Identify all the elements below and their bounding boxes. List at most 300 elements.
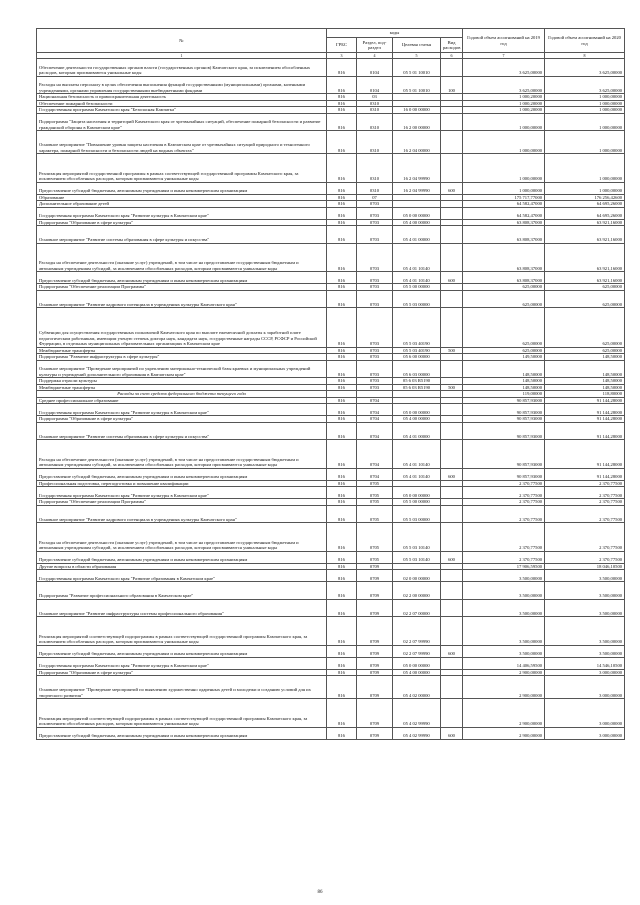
- cell-exptype: [441, 308, 463, 348]
- cell-y2019: 148,50000: [463, 384, 545, 391]
- cell-target: 05 4 00 00000: [393, 416, 441, 423]
- cell-grbs: 816: [327, 570, 357, 582]
- cell-target: 05 0 00 00000: [393, 404, 441, 416]
- cell-exptype: [441, 523, 463, 552]
- cell-y2019: 1 000,00000: [463, 113, 545, 131]
- table-row: [37, 360, 625, 378]
- cell-target: 05 4 01 10140: [393, 243, 441, 272]
- cell-y2019: 64 582,47000: [463, 201, 545, 208]
- cell-y2019: 119,00000: [463, 391, 545, 398]
- cell-target: 02 2 07 00000: [393, 599, 441, 617]
- cell-y2019: 2 900,00000: [463, 727, 545, 739]
- cell-y2019: 90 857,93000: [463, 422, 545, 440]
- cell-target: 05 0 00 00000: [393, 207, 441, 219]
- table-row: [37, 131, 625, 154]
- cell-name: Реализация мероприятий государственной программы в рамках соответствующей государственной программы Камчатского края, за исключением обособленных расходов, которым присваиваются уникальные коды: [37, 154, 327, 183]
- table-row: [37, 699, 625, 728]
- cell-grbs: 816: [327, 131, 357, 154]
- table-row: [37, 308, 625, 348]
- cell-name: Дополнительное образование детей: [37, 201, 327, 208]
- cell-grbs: 816: [327, 194, 357, 201]
- cell-name: Государственная программа Камчатского края "Развитие культуры в Камчатском крае": [37, 404, 327, 416]
- cell-name: Образование: [37, 194, 327, 201]
- cell-y2020: 1 000,00000: [545, 107, 625, 114]
- cell-target: 05 4 00 00000: [393, 219, 441, 226]
- cell-target: 05 5 03 40190: [393, 347, 441, 354]
- cell-grbs: 816: [327, 226, 357, 244]
- cell-grbs: 816: [327, 243, 357, 272]
- cell-section: 0709: [357, 563, 393, 570]
- cell-y2019: 3 500,00000: [463, 617, 545, 646]
- cell-section: 0310: [357, 113, 393, 131]
- cell-name: Основное мероприятие "Развитие системы образования в сфере культуры и искусства": [37, 226, 327, 244]
- cell-name: Среднее профессиональное образование: [37, 397, 327, 404]
- cell-y2019: 1 000,20000: [463, 100, 545, 107]
- cell-exptype: [441, 360, 463, 378]
- cell-grbs: 816: [327, 727, 357, 739]
- cell-grbs: 816: [327, 272, 357, 284]
- table-row: [37, 290, 625, 308]
- cell-grbs: 816: [327, 676, 357, 699]
- table-row: [37, 582, 625, 600]
- cell-name: Расходы на обеспечение деятельности (оказание услуг) учреждений, в том числе на предоставление государственным бюджетным и автономным учреждениям субсидий, за исключением обособленных расходов, которым присваиваются уникальные коды: [37, 243, 327, 272]
- cell-exptype: [441, 657, 463, 669]
- cell-y2020: 148,50000: [545, 384, 625, 391]
- cell-grbs: 816: [327, 563, 357, 570]
- cell-grbs: 816: [327, 182, 357, 194]
- cell-section: 0703: [357, 284, 393, 291]
- cell-section: 0310: [357, 131, 393, 154]
- cell-section: 0705: [357, 551, 393, 563]
- cell-y2019: 63 808,37000: [463, 243, 545, 272]
- table-row: [37, 440, 625, 469]
- cell-y2020: 1 000,00000: [545, 131, 625, 154]
- cell-target: 05 5 03 10140: [393, 551, 441, 563]
- cell-exptype: [441, 440, 463, 469]
- cell-target: 05 4 02 99990: [393, 727, 441, 739]
- cell-section: 0703: [357, 347, 393, 354]
- cell-grbs: 816: [327, 582, 357, 600]
- cell-y2019: 2 370,77500: [463, 480, 545, 487]
- cell-section: 0704: [357, 416, 393, 423]
- cell-y2020: 63 921,16000: [545, 226, 625, 244]
- cell-y2019: 2 370,77500: [463, 505, 545, 523]
- cell-grbs: 816: [327, 347, 357, 354]
- table-row: [37, 570, 625, 582]
- column-index: 4: [357, 53, 393, 59]
- table-row: [37, 422, 625, 440]
- header-exptype: Вид расходов: [441, 38, 463, 53]
- cell-y2020: 176 256,42600: [545, 194, 625, 201]
- cell-name: Предоставление субсидий бюджетным, автономным учреждениям и иным некоммерческим организациям: [37, 272, 327, 284]
- cell-target: 05 6 03 00000: [393, 360, 441, 378]
- cell-y2019: 148,50000: [463, 360, 545, 378]
- cell-section: 0705: [357, 499, 393, 506]
- cell-y2019: 3 500,00000: [463, 645, 545, 657]
- cell-y2019: 17 906,59500: [463, 563, 545, 570]
- column-index: 3: [327, 53, 357, 59]
- cell-y2020: 91 144,28000: [545, 422, 625, 440]
- cell-grbs: 816: [327, 384, 357, 391]
- cell-y2020: 2 370,77500: [545, 480, 625, 487]
- cell-target: 02 2 07 99990: [393, 645, 441, 657]
- cell-exptype: [441, 699, 463, 728]
- cell-section: 0709: [357, 582, 393, 600]
- cell-y2019: 63 808,37000: [463, 226, 545, 244]
- column-index: 5: [393, 53, 441, 59]
- cell-name: Расходы за счет средств федерального бюджета текущего года: [37, 391, 327, 398]
- cell-y2019: 63 808,37000: [463, 272, 545, 284]
- cell-exptype: [441, 582, 463, 600]
- cell-grbs: 816: [327, 645, 357, 657]
- cell-y2020: 63 921,16000: [545, 243, 625, 272]
- cell-name: Расходы на обеспечение деятельности (оказание услуг) учреждений, в том числе на предоставление государственным бюджетным и автономным учреждениям субсидий, за исключением обособленных расходов, которым присваиваются уникальные коды: [37, 523, 327, 552]
- table-row: [37, 404, 625, 416]
- cell-section: 0705: [357, 523, 393, 552]
- cell-grbs: 816: [327, 100, 357, 107]
- cell-section: 0709: [357, 599, 393, 617]
- cell-section: 0703: [357, 219, 393, 226]
- cell-y2020: 63 921,16000: [545, 219, 625, 226]
- cell-y2020: 3 625,00000: [545, 76, 625, 94]
- cell-section: 0709: [357, 657, 393, 669]
- cell-y2020: 3 000,00000: [545, 699, 625, 728]
- table-row: [37, 59, 625, 77]
- cell-target: 02 2 00 00000: [393, 582, 441, 600]
- cell-y2020: 91 144,28000: [545, 404, 625, 416]
- table-row: [37, 676, 625, 699]
- cell-y2020: 625,00000: [545, 290, 625, 308]
- cell-name: Государственная программа Камчатского края "Развитие культуры в Камчатском крае": [37, 657, 327, 669]
- cell-y2020: 1 000,00000: [545, 182, 625, 194]
- cell-grbs: 816: [327, 669, 357, 676]
- cell-y2020: 91 144,28000: [545, 397, 625, 404]
- cell-exptype: 600: [441, 182, 463, 194]
- cell-y2020: 625,00000: [545, 308, 625, 348]
- column-index: 8: [545, 53, 625, 59]
- cell-y2020: 64 695,26000: [545, 207, 625, 219]
- cell-exptype: [441, 131, 463, 154]
- cell-section: 0705: [357, 505, 393, 523]
- cell-target: 05 4 00 00000: [393, 669, 441, 676]
- cell-section: 0310: [357, 154, 393, 183]
- cell-y2019: 64 582,47000: [463, 207, 545, 219]
- cell-name: Подпрограмма "Образование в сфере культуры": [37, 219, 327, 226]
- cell-target: 16 2 00 00000: [393, 113, 441, 131]
- cell-y2019: 2 370,77500: [463, 551, 545, 563]
- cell-name: Межбюджетные трансферты: [37, 347, 327, 354]
- cell-section: 0310: [357, 107, 393, 114]
- cell-grbs: 816: [327, 201, 357, 208]
- cell-section: 0703: [357, 354, 393, 361]
- cell-name: Основное мероприятие "Развитие кадрового потенциала в учреждениях культуры Камчатского края": [37, 505, 327, 523]
- cell-exptype: [441, 599, 463, 617]
- cell-y2019: 3 500,00000: [463, 582, 545, 600]
- cell-y2020: 3 500,00000: [545, 582, 625, 600]
- cell-y2019: 63 808,37000: [463, 219, 545, 226]
- cell-name: Обеспечение пожарной безопасности: [37, 100, 327, 107]
- cell-grbs: 816: [327, 468, 357, 480]
- cell-name: Расходы на выплаты персоналу в целях обеспечения выполнения функций государственными (муниципальными) органами, казенными учреждениями, органами управления государственными внебюджетными фондами: [37, 76, 327, 94]
- column-index: 6: [441, 53, 463, 59]
- cell-y2019: 625,00000: [463, 347, 545, 354]
- cell-section: 0709: [357, 570, 393, 582]
- cell-y2020: 3 000,00000: [545, 676, 625, 699]
- cell-target: 05 5 03 40190: [393, 308, 441, 348]
- cell-y2020: 63 921,16000: [545, 272, 625, 284]
- cell-exptype: [441, 617, 463, 646]
- cell-exptype: 600: [441, 468, 463, 480]
- cell-target: 05 6 03 R5190: [393, 384, 441, 391]
- cell-exptype: [441, 154, 463, 183]
- cell-target: 16 2 04 99990: [393, 154, 441, 183]
- cell-exptype: [441, 59, 463, 77]
- cell-section: 0104: [357, 59, 393, 77]
- cell-target: 05 4 01 10140: [393, 468, 441, 480]
- cell-grbs: 816: [327, 360, 357, 378]
- cell-exptype: 600: [441, 551, 463, 563]
- header-codes: коды: [327, 29, 463, 38]
- cell-target: 02 0 00 00000: [393, 570, 441, 582]
- cell-exptype: [441, 290, 463, 308]
- cell-name: Подпрограмма "Развитие профессионального образования в Камчатском крае": [37, 582, 327, 600]
- cell-section: 0704: [357, 440, 393, 469]
- cell-target: 05 0 00 00000: [393, 657, 441, 669]
- cell-section: 0709: [357, 727, 393, 739]
- cell-y2020: 118,80000: [545, 391, 625, 398]
- cell-section: 0709: [357, 645, 393, 657]
- cell-y2019: 90 857,93000: [463, 416, 545, 423]
- cell-grbs: 816: [327, 699, 357, 728]
- table-row: [37, 207, 625, 219]
- cell-section: 0703: [357, 243, 393, 272]
- cell-grbs: 816: [327, 290, 357, 308]
- table-row: [37, 617, 625, 646]
- cell-section: 03: [357, 94, 393, 101]
- cell-y2020: 148,50000: [545, 354, 625, 361]
- column-index: 7: [463, 53, 545, 59]
- budget-table: [36, 28, 625, 740]
- cell-section: 0703: [357, 201, 393, 208]
- cell-exptype: [441, 570, 463, 582]
- cell-grbs: 816: [327, 440, 357, 469]
- cell-name: Предоставление субсидий бюджетным, автономным учреждениям и иным некоммерческим организациям: [37, 645, 327, 657]
- cell-target: 05 6 00 00000: [393, 354, 441, 361]
- cell-y2019: 90 857,93000: [463, 397, 545, 404]
- cell-target: 05 5 01 10010: [393, 59, 441, 77]
- cell-section: 0709: [357, 617, 393, 646]
- cell-grbs: 816: [327, 354, 357, 361]
- cell-section: 0104: [357, 76, 393, 94]
- cell-y2020: 1 000,00000: [545, 94, 625, 101]
- table-row: [37, 727, 625, 739]
- cell-name: Подпрограмма "Обеспечение реализации Программы": [37, 499, 327, 506]
- cell-target: 05 5 01 10010: [393, 76, 441, 94]
- cell-name: Основное мероприятие "Повышение уровня защиты населения в Камчатском крае от чрезвычайных ситуаций природного и техногенного характера, пожарной безопасности и безопасности людей на водных объектах": [37, 131, 327, 154]
- cell-grbs: 816: [327, 422, 357, 440]
- cell-section: 0703: [357, 378, 393, 385]
- cell-name: Подпрограмма "Образование в сфере культуры": [37, 416, 327, 423]
- cell-section: 0704: [357, 468, 393, 480]
- cell-y2019: 2 370,77500: [463, 523, 545, 552]
- cell-grbs: 816: [327, 308, 357, 348]
- cell-target: 05 4 01 10140: [393, 440, 441, 469]
- cell-target: 16 2 04 99990: [393, 182, 441, 194]
- cell-exptype: [441, 505, 463, 523]
- cell-y2019: 2 900,00000: [463, 676, 545, 699]
- table-row: [37, 226, 625, 244]
- cell-section: 0703: [357, 207, 393, 219]
- cell-name: Предоставление субсидий бюджетным, автономным учреждениям и иным некоммерческим организациям: [37, 468, 327, 480]
- cell-exptype: [441, 422, 463, 440]
- cell-section: 0703: [357, 272, 393, 284]
- cell-grbs: 816: [327, 397, 357, 404]
- cell-exptype: 600: [441, 645, 463, 657]
- cell-name: Межбюджетные трансферты: [37, 384, 327, 391]
- cell-y2020: 3 500,00000: [545, 617, 625, 646]
- cell-y2019: 2 370,77500: [463, 487, 545, 499]
- cell-grbs: 816: [327, 599, 357, 617]
- header-2019: Годовой объем ассигнований на 2019 год: [463, 29, 545, 53]
- table-row: [37, 657, 625, 669]
- cell-name: Основное мероприятие "Развитие инфраструктуры системы профессионального образования": [37, 599, 327, 617]
- table-row: [37, 645, 625, 657]
- table-row: [37, 76, 625, 94]
- cell-grbs: 816: [327, 551, 357, 563]
- cell-y2020: 148,50000: [545, 360, 625, 378]
- table-row: [37, 113, 625, 131]
- cell-exptype: 100: [441, 76, 463, 94]
- table-row: [37, 551, 625, 563]
- cell-y2020: 2 370,77500: [545, 523, 625, 552]
- table-row: [37, 599, 625, 617]
- table-row: [37, 468, 625, 480]
- cell-section: 0704: [357, 422, 393, 440]
- cell-grbs: 816: [327, 378, 357, 385]
- cell-target: 05 4 02 00000: [393, 676, 441, 699]
- cell-section: 0704: [357, 404, 393, 416]
- document-page: [36, 28, 624, 740]
- table-row: [37, 272, 625, 284]
- cell-section: 0703: [357, 384, 393, 391]
- cell-y2020: 18 046,10500: [545, 563, 625, 570]
- cell-name: Субвенции для осуществления государственных полномочий Камчатского края по выплате ежемесячной доплаты к заработной плате педагогическим работникам, имеющим ученую степень доктора наук, кандидата наук, государственные награды СССР, РСФСР и Российской Федерации, в отдельных муниципальных образовательных организациях в Камчатском крае: [37, 308, 327, 348]
- cell-name: Другие вопросы в области образования: [37, 563, 327, 570]
- cell-section: 0709: [357, 669, 393, 676]
- cell-section: 0709: [357, 699, 393, 728]
- page-number: 86: [317, 890, 323, 895]
- cell-target: 05 4 01 00000: [393, 422, 441, 440]
- cell-grbs: 816: [327, 59, 357, 77]
- cell-target: 05 5 03 10140: [393, 523, 441, 552]
- cell-y2019: 625,00000: [463, 290, 545, 308]
- cell-y2020: 3 000,00000: [545, 727, 625, 739]
- cell-grbs: 816: [327, 657, 357, 669]
- cell-target: 16 0 00 00000: [393, 107, 441, 114]
- cell-y2019: 1 000,00000: [463, 154, 545, 183]
- table-row: [37, 243, 625, 272]
- cell-y2020: 91 144,28000: [545, 440, 625, 469]
- cell-name: Национальная безопасность и правоохранительная деятельность: [37, 94, 327, 101]
- cell-grbs: 816: [327, 207, 357, 219]
- cell-y2019: 148,50000: [463, 378, 545, 385]
- cell-exptype: 500: [441, 384, 463, 391]
- header-section: Раздел, под-раздел: [357, 38, 393, 53]
- cell-y2019: 1 000,00000: [463, 182, 545, 194]
- cell-name: Поддержка отрасли культуры: [37, 378, 327, 385]
- cell-name: Основное мероприятие "Развитие кадрового потенциала в учреждениях культуры Камчатского края": [37, 290, 327, 308]
- cell-exptype: [441, 226, 463, 244]
- cell-grbs: 816: [327, 404, 357, 416]
- cell-y2020: 625,00000: [545, 284, 625, 291]
- cell-y2019: 625,00000: [463, 284, 545, 291]
- cell-grbs: 816: [327, 416, 357, 423]
- cell-name: Подпрограмма "Защита населения и территорий Камчатского края от чрезвычайных ситуаций, обеспечение пожарной безопасности и развитие гражданской обороны в Камчатском крае": [37, 113, 327, 131]
- cell-name: Предоставление субсидий бюджетным, автономным учреждениям и иным некоммерческим организациям: [37, 727, 327, 739]
- cell-name: Профессиональная подготовка, переподготовка и повышение квалификации: [37, 480, 327, 487]
- cell-y2020: 3 000,00000: [545, 669, 625, 676]
- cell-target: 05 5 00 00000: [393, 499, 441, 506]
- cell-exptype: [441, 676, 463, 699]
- cell-y2019: 14 406,59500: [463, 657, 545, 669]
- cell-grbs: 816: [327, 107, 357, 114]
- cell-name: Предоставление субсидий бюджетным, автономным учреждениям и иным некоммерческим организациям: [37, 551, 327, 563]
- cell-y2019: 2 900,00000: [463, 699, 545, 728]
- cell-name: Расходы на обеспечение деятельности (оказание услуг) учреждений, в том числе на предоставление государственным бюджетным и автономным учреждениям субсидий, за исключением обособленных расходов, которым присваиваются уникальные коды: [37, 440, 327, 469]
- cell-grbs: 816: [327, 505, 357, 523]
- cell-y2019: 90 857,93000: [463, 468, 545, 480]
- cell-y2019: 1 000,20000: [463, 94, 545, 101]
- header-target: Целевая статья: [393, 38, 441, 53]
- cell-y2019: 3 500,00000: [463, 599, 545, 617]
- cell-y2019: 2 900,00000: [463, 669, 545, 676]
- cell-section: 0703: [357, 290, 393, 308]
- cell-section: 0705: [357, 480, 393, 487]
- cell-target: 05 4 01 00000: [393, 226, 441, 244]
- cell-y2020: 1 000,00000: [545, 154, 625, 183]
- cell-y2019: 3 500,00000: [463, 570, 545, 582]
- cell-name: Обеспечение деятельности государственных органов власти (государственных органов) Камчатского края, за исключением обособленных расходов, которым присваиваются уникальные коды: [37, 59, 327, 77]
- cell-y2020: 14 546,10500: [545, 657, 625, 669]
- cell-exptype: 600: [441, 272, 463, 284]
- cell-y2019: 3 625,00000: [463, 76, 545, 94]
- cell-section: 0703: [357, 226, 393, 244]
- cell-grbs: 816: [327, 284, 357, 291]
- cell-y2019: 3 625,00000: [463, 59, 545, 77]
- cell-name: Реализация мероприятий соответствующей подпрограммы в рамках соответствующей государственной программы Камчатского края, за исключением обособленных расходов, которым присваиваются уникальные коды: [37, 699, 327, 728]
- cell-name: Подпрограмма "Образование в сфере культуры": [37, 669, 327, 676]
- cell-y2019: 175 717,77000: [463, 194, 545, 201]
- table-row: [37, 505, 625, 523]
- cell-section: 0704: [357, 397, 393, 404]
- header-2020: Годовой объем ассигнований на 2020 год: [545, 29, 625, 53]
- cell-target: 05 5 03 00000: [393, 505, 441, 523]
- cell-section: 07: [357, 194, 393, 201]
- cell-name: Государственная программа Камчатского края "Развитие культуры в Камчатском крае": [37, 207, 327, 219]
- cell-y2020: 2 370,77500: [545, 551, 625, 563]
- cell-grbs: 816: [327, 94, 357, 101]
- cell-name: Подпрограмма "Развитие инфраструктуры в сфере культуры": [37, 354, 327, 361]
- cell-y2019: 625,00000: [463, 308, 545, 348]
- cell-name: Подпрограмма "Обеспечение реализации Программы": [37, 284, 327, 291]
- cell-exptype: [441, 487, 463, 499]
- cell-section: 0703: [357, 308, 393, 348]
- cell-y2020: 91 144,28000: [545, 468, 625, 480]
- cell-section: 0705: [357, 487, 393, 499]
- cell-y2019: 1 000,00000: [463, 131, 545, 154]
- cell-name: Государственная программа Камчатского края "Безопасная Камчатка": [37, 107, 327, 114]
- cell-y2020: 3 500,00000: [545, 645, 625, 657]
